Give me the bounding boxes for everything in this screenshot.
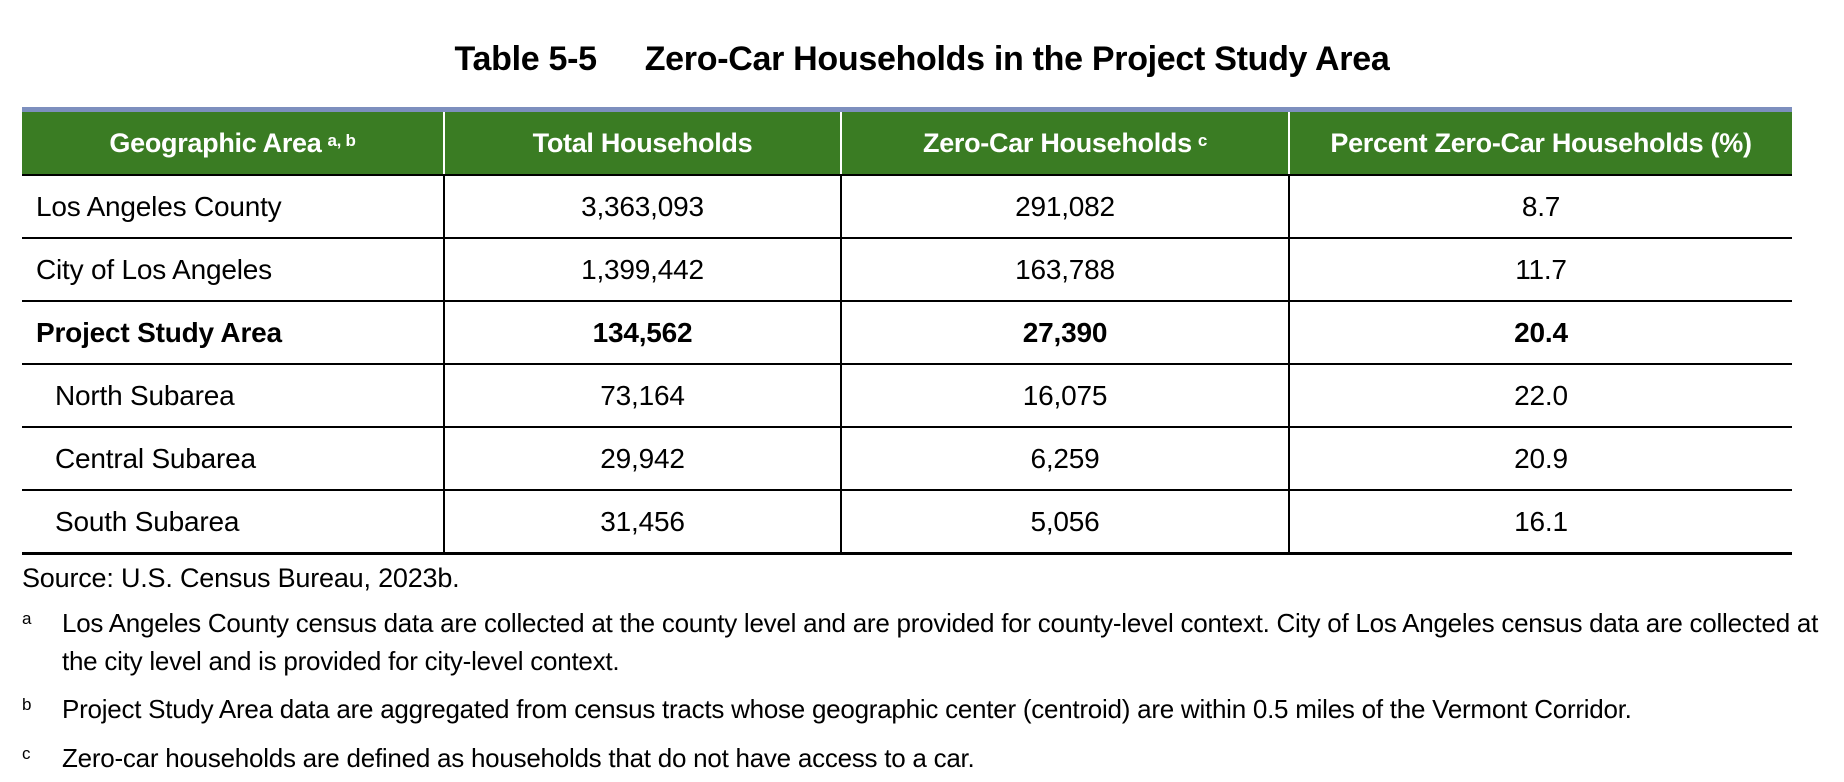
table-body — [22, 174, 1792, 552]
cell-percent-zero-car-households: 11.7 — [1288, 239, 1792, 300]
cell-percent-zero-car-households: 16.1 — [1288, 491, 1792, 552]
cell-total-households: 3,363,093 — [443, 176, 840, 237]
cell-zero-car-households: 291,082 — [840, 176, 1288, 237]
column-header — [1288, 112, 1792, 174]
column-header — [443, 112, 840, 174]
footnote-marker: c — [22, 744, 31, 764]
cell-zero-car-households: 163,788 — [840, 239, 1288, 300]
footnote — [22, 740, 1826, 778]
cell-total-households: 73,164 — [443, 365, 840, 426]
table-number: Table 5-5 — [454, 40, 597, 78]
footnotes — [22, 605, 1826, 778]
cell-percent-zero-car-households: 20.9 — [1288, 428, 1792, 489]
table-row — [22, 300, 1792, 363]
cell-zero-car-households: 27,390 — [840, 302, 1288, 363]
column-header: Zero-Car Households c — [840, 112, 1288, 174]
cell-geographic-area: City of Los Angeles — [36, 253, 272, 285]
table-row — [22, 489, 1792, 552]
cell-zero-car-households: 6,259 — [840, 428, 1288, 489]
cell-geographic-area: Project Study Area — [36, 316, 282, 348]
column-header: Geographic Area a, b — [109, 127, 356, 158]
footnote-text: Zero-car households are defined as households that do not have access to a car. — [62, 743, 975, 774]
source-note: Source: U.S. Census Bureau, 2023b. — [22, 563, 460, 593]
table-title — [0, 40, 1844, 79]
cell-total-households: 134,562 — [443, 302, 840, 363]
cell-percent-zero-car-households: 8.7 — [1288, 176, 1792, 237]
table-caption: Zero-Car Households in the Project Study Area — [644, 40, 1390, 78]
cell-percent-zero-car-households: 20.4 — [1288, 302, 1792, 363]
cell-geographic-area: Los Angeles County — [36, 190, 282, 222]
footnote-marker: a — [22, 609, 32, 628]
footnote-text: Project Study Area data are aggregated from census tracts whose geographic center (centroid) are within 0.5 miles of the Vermont Corridor. — [62, 694, 1632, 725]
column-header-label: Zero-Car Households — [923, 127, 1192, 158]
table-row — [22, 426, 1792, 489]
cell-zero-car-households: 16,075 — [840, 365, 1288, 426]
cell-total-households: 31,456 — [443, 491, 840, 552]
table-row — [22, 363, 1792, 426]
footnote — [22, 691, 1826, 729]
column-header-label: Total Households — [532, 127, 753, 158]
table-row — [22, 174, 1792, 237]
column-header-label: Percent Zero-Car Households (%) — [1330, 127, 1752, 158]
zero-car-households-table — [22, 107, 1792, 555]
table-row — [22, 237, 1792, 300]
cell-total-households: 29,942 — [443, 428, 840, 489]
column-header-label: Geographic Area — [109, 127, 322, 158]
table-header-row — [22, 107, 1792, 174]
footnote-marker: b — [22, 695, 32, 715]
cell-zero-car-households: 5,056 — [840, 491, 1288, 552]
cell-percent-zero-car-households: 22.0 — [1288, 365, 1792, 426]
table-notes — [22, 563, 1826, 778]
cell-geographic-area: Central Subarea — [55, 442, 256, 474]
footnote — [22, 605, 1826, 680]
cell-geographic-area: North Subarea — [55, 379, 235, 411]
cell-total-households: 1,399,442 — [443, 239, 840, 300]
footnote-text: Los Angeles County census data are collected at the county level and are provided for county-level context. City of Los Angeles census data are collected at the city level and is provided for city-level context. — [62, 608, 1819, 676]
cell-geographic-area: South Subarea — [55, 505, 240, 537]
